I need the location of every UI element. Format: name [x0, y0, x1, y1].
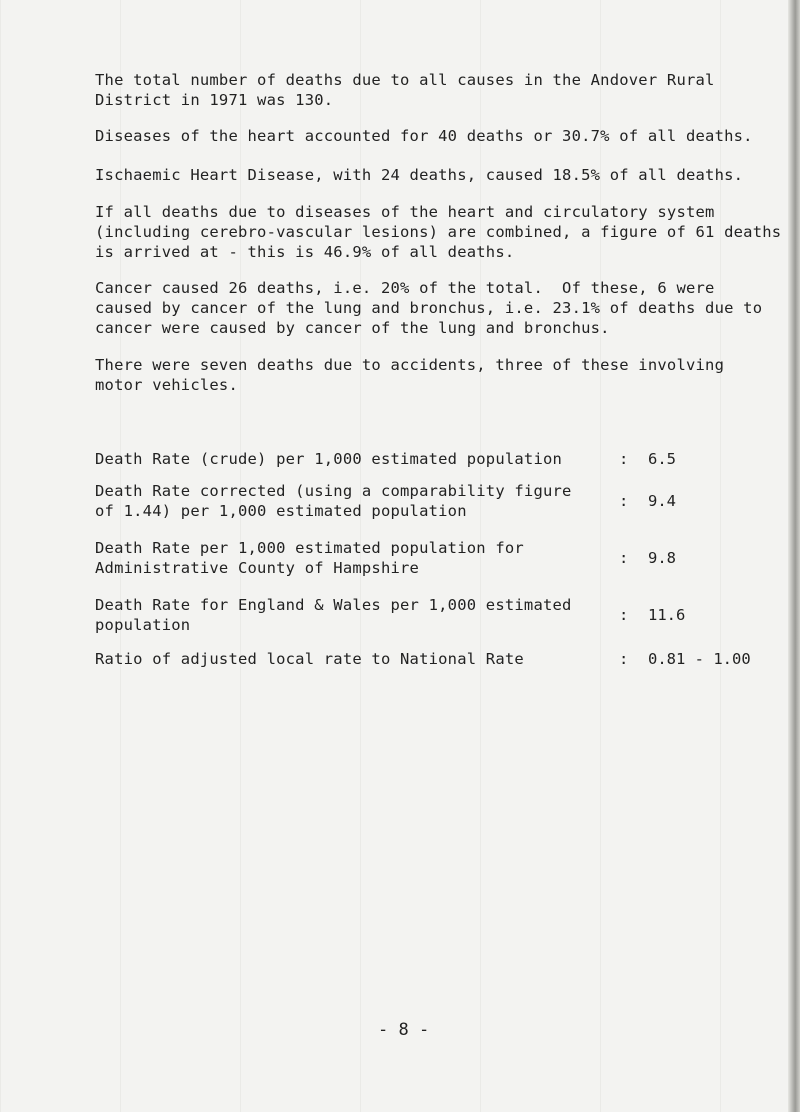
- text-line: There were seven deaths due to accidents, three of these involving: [95, 356, 725, 374]
- rate-value: 6.5: [648, 450, 676, 468]
- rate-label: Death Rate for England & Wales per 1,000 estimated: [95, 596, 572, 614]
- separator: :: [619, 650, 629, 668]
- text-line: If all deaths due to diseases of the heart and circulatory system: [95, 203, 715, 221]
- rate-value: 9.8: [648, 549, 676, 567]
- paragraph-heart-disease: Diseases of the heart accounted for 40 deaths or 30.7% of all deaths.: [95, 127, 753, 145]
- rate-value: 11.6: [648, 606, 686, 624]
- text-line: District in 1971 was 130.: [95, 91, 334, 109]
- text-line: motor vehicles.: [95, 376, 238, 394]
- separator: :: [619, 606, 629, 624]
- rate-value: 0.81 - 1.00: [648, 650, 751, 668]
- rate-label: Ratio of adjusted local rate to National Rate: [95, 650, 524, 668]
- rate-label: of 1.44) per 1,000 estimated population: [95, 502, 467, 520]
- rate-label: Administrative County of Hampshire: [95, 559, 420, 577]
- text-line: caused by cancer of the lung and bronchus, i.e. 23.1% of deaths due to: [95, 299, 763, 317]
- text-line: (including cerebro-vascular lesions) are combined, a figure of 61 deaths: [95, 223, 782, 241]
- text-line: is arrived at - this is 46.9% of all deaths.: [95, 243, 515, 261]
- rate-label: Death Rate per 1,000 estimated population for: [95, 539, 524, 557]
- text-line: The total number of deaths due to all causes in the Andover Rural: [95, 71, 715, 89]
- page-number: - 8 -: [378, 1020, 430, 1040]
- rate-label: population: [95, 616, 191, 634]
- paragraph-ischaemic: Ischaemic Heart Disease, with 24 deaths, caused 18.5% of all deaths.: [95, 166, 744, 184]
- rate-value: 9.4: [648, 492, 676, 510]
- separator: :: [619, 492, 629, 510]
- text-line: Cancer caused 26 deaths, i.e. 20% of the total. Of these, 6 were: [95, 279, 715, 297]
- text-line: cancer were caused by cancer of the lung and bronchus.: [95, 319, 610, 337]
- rate-label: Death Rate corrected (using a comparability figure: [95, 482, 572, 500]
- separator: :: [619, 450, 629, 468]
- separator: :: [619, 549, 629, 567]
- scan-edge: [788, 0, 800, 1112]
- rate-label: Death Rate (crude) per 1,000 estimated population: [95, 450, 563, 468]
